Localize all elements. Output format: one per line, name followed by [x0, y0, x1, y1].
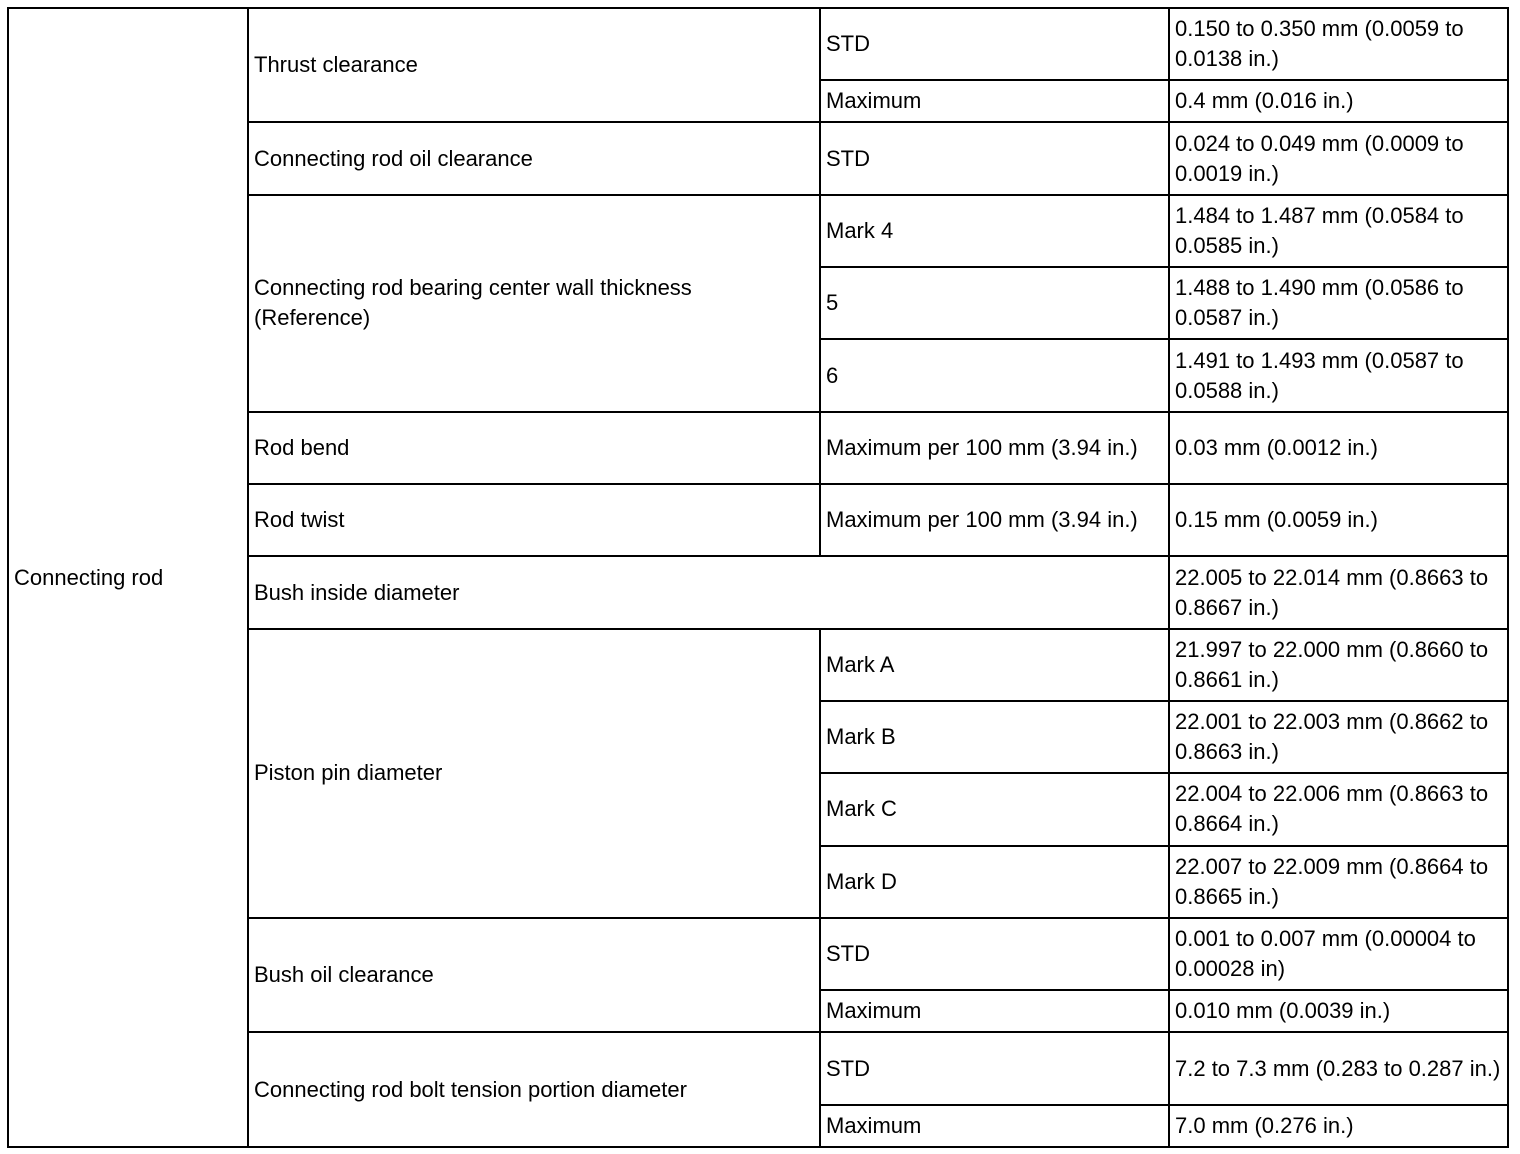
- value-cell: 1.484 to 1.487 mm (0.0584 to 0.0585 in.): [1169, 195, 1508, 267]
- table-row: [8, 8, 1508, 80]
- value-cell: 0.001 to 0.007 mm (0.00004 to 0.00028 in): [1169, 918, 1508, 990]
- value-cell: 0.010 mm (0.0039 in.): [1169, 990, 1508, 1032]
- condition-cell: Mark B: [820, 701, 1169, 773]
- value-cell: 22.001 to 22.003 mm (0.8662 to 0.8663 in.): [1169, 701, 1508, 773]
- condition-cell: Mark 4: [820, 195, 1169, 267]
- value-cell: 0.15 mm (0.0059 in.): [1169, 484, 1508, 556]
- condition-cell: Maximum: [820, 80, 1169, 122]
- condition-cell: Mark A: [820, 629, 1169, 701]
- item-cell: Piston pin diameter: [248, 629, 820, 918]
- value-cell: 0.03 mm (0.0012 in.): [1169, 412, 1508, 484]
- item-cell: Rod twist: [248, 484, 820, 556]
- item-cell: Rod bend: [248, 412, 820, 484]
- condition-cell: Maximum per 100 mm (3.94 in.): [820, 484, 1169, 556]
- condition-cell: Maximum per 100 mm (3.94 in.): [820, 412, 1169, 484]
- condition-cell: 5: [820, 267, 1169, 339]
- condition-cell: Mark D: [820, 846, 1169, 918]
- value-cell: 1.491 to 1.493 mm (0.0587 to 0.0588 in.): [1169, 339, 1508, 411]
- value-cell: 22.005 to 22.014 mm (0.8663 to 0.8667 in.): [1169, 556, 1508, 628]
- condition-cell: Mark C: [820, 773, 1169, 845]
- condition-cell: 6: [820, 339, 1169, 411]
- condition-cell: Maximum: [820, 1105, 1169, 1147]
- condition-cell: STD: [820, 918, 1169, 990]
- value-cell: 22.004 to 22.006 mm (0.8663 to 0.8664 in.): [1169, 773, 1508, 845]
- value-cell: 0.024 to 0.049 mm (0.0009 to 0.0019 in.): [1169, 122, 1508, 194]
- item-cell: Bush inside diameter: [248, 556, 1169, 628]
- item-cell: Connecting rod bearing center wall thickness (Reference): [248, 195, 820, 412]
- value-cell: 7.2 to 7.3 mm (0.283 to 0.287 in.): [1169, 1032, 1508, 1104]
- spec-table: [7, 7, 1509, 1148]
- condition-cell: STD: [820, 1032, 1169, 1104]
- condition-cell: Maximum: [820, 990, 1169, 1032]
- item-cell: Thrust clearance: [248, 8, 820, 122]
- value-cell: 7.0 mm (0.276 in.): [1169, 1105, 1508, 1147]
- item-cell: Connecting rod bolt tension portion diameter: [248, 1032, 820, 1147]
- item-cell: Bush oil clearance: [248, 918, 820, 1032]
- component-cell: Connecting rod: [8, 8, 248, 1147]
- value-cell: 0.4 mm (0.016 in.): [1169, 80, 1508, 122]
- condition-cell: STD: [820, 8, 1169, 80]
- value-cell: 0.150 to 0.350 mm (0.0059 to 0.0138 in.): [1169, 8, 1508, 80]
- item-cell: Connecting rod oil clearance: [248, 122, 820, 194]
- condition-cell: STD: [820, 122, 1169, 194]
- value-cell: 22.007 to 22.009 mm (0.8664 to 0.8665 in.): [1169, 846, 1508, 918]
- value-cell: 21.997 to 22.000 mm (0.8660 to 0.8661 in.): [1169, 629, 1508, 701]
- value-cell: 1.488 to 1.490 mm (0.0586 to 0.0587 in.): [1169, 267, 1508, 339]
